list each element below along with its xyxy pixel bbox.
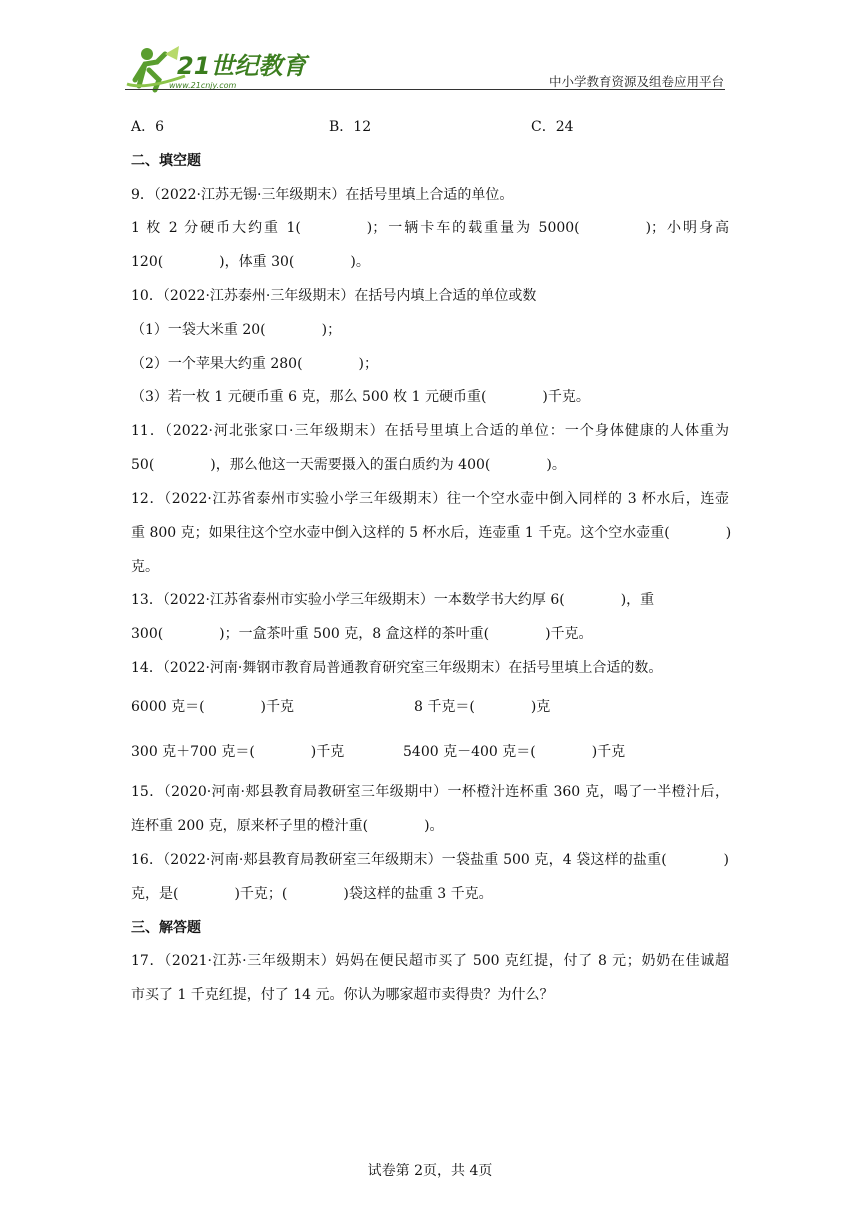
q15-line2: 连杯重 200 克，原来杯子里的橙汁重( )。 [131, 818, 444, 834]
q15-line1: 15．（2020·河南·郏县教育局教研室三年级期中）一杯橙汁连杯重 360 克，喝了一半橙汁后， [131, 784, 729, 800]
q11-line2: 50( )，那么他这一天需要摄入的蛋白质约为 400( )。 [131, 457, 566, 473]
q17-line2: 市买了 1 千克红提，付了 14 元。你认为哪家超市卖得贵？为什么？ [131, 987, 554, 1003]
q11-line1: 11．（2022·河北张家口·三年级期末）在括号里填上合适的单位：一个身体健康的人体重为 [131, 423, 729, 439]
q14-expr2: 8 千克＝( )克 [414, 699, 551, 715]
site-logo [125, 40, 325, 96]
option-b: B．12 [329, 119, 372, 135]
section-answer-title: 三、解答题 [131, 920, 201, 936]
q10-item3: （3）若一枚 1 元硬币重 6 克，那么 500 枚 1 元硬币重( )千克。 [131, 389, 590, 405]
q9-line2: 120( )，体重 30( )。 [131, 254, 370, 270]
section-fill-title: 二、填空题 [131, 153, 201, 169]
q14-expr3: 300 克＋700 克＝( )千克 [131, 744, 345, 760]
page-footer: 试卷第 2页，共 4页 [367, 1163, 493, 1179]
option-a: A．6 [131, 119, 165, 135]
q14-expr1: 6000 克＝( )千克 [131, 699, 295, 715]
option-c: C．24 [531, 119, 574, 135]
q14-title: 14．（2022·河南·舞钢市教育局普通教育研究室三年级期末）在括号里填上合适的数。 [131, 660, 663, 676]
q9-title: 9．（2022·江苏无锡·三年级期末）在括号里填上合适的单位。 [131, 187, 514, 203]
q14-expr4: 5400 克－400 克＝( )千克 [403, 744, 626, 760]
q13-line2: 300( )；一盒茶叶重 500 克，8 盒这样的茶叶重( )千克。 [131, 626, 593, 642]
logo-text: 21世纪教育 [177, 52, 307, 80]
platform-name: 中小学教育资源及组卷应用平台 [548, 74, 724, 89]
q10-title: 10．（2022·江苏泰州·三年级期末）在括号内填上合适的单位或数 [131, 288, 537, 304]
q10-item2: （2）一个苹果大约重 280( )； [131, 356, 379, 372]
q12-line3: 克。 [131, 559, 159, 575]
q9-line1: 1 枚 2 分硬币大约重 1( )；一辆卡车的载重量为 5000( )；小明身高 [131, 220, 729, 236]
header-divider [125, 89, 725, 90]
q12-line2: 重 800 克；如果往这个空水壶中倒入这样的 5 杯水后，连壶重 1 千克。这个空水壶重( ) [131, 525, 732, 541]
logo-url: www.21cnjy.com [169, 81, 237, 90]
q16-line1: 16．（2022·河南·郏县教育局教研室三年级期末）一袋盐重 500 克，4 袋这样的盐重( ) [131, 852, 729, 868]
q13-line1: 13．（2022·江苏省泰州市实验小学三年级期末）一本数学书大约厚 6( )，重 [131, 592, 655, 608]
q12-line1: 12．（2022·江苏省泰州市实验小学三年级期末）往一个空水壶中倒入同样的 3 杯水后，连壶 [131, 491, 729, 507]
q10-item1: （1）一袋大米重 20( )； [131, 322, 342, 338]
q17-line1: 17．（2021·江苏·三年级期末）妈妈在便民超市买了 500 克红提，付了 8 元；奶奶在佳诚超 [131, 953, 729, 969]
q16-line2: 克，是( )千克；( )袋这样的盐重 3 千克。 [131, 886, 493, 902]
